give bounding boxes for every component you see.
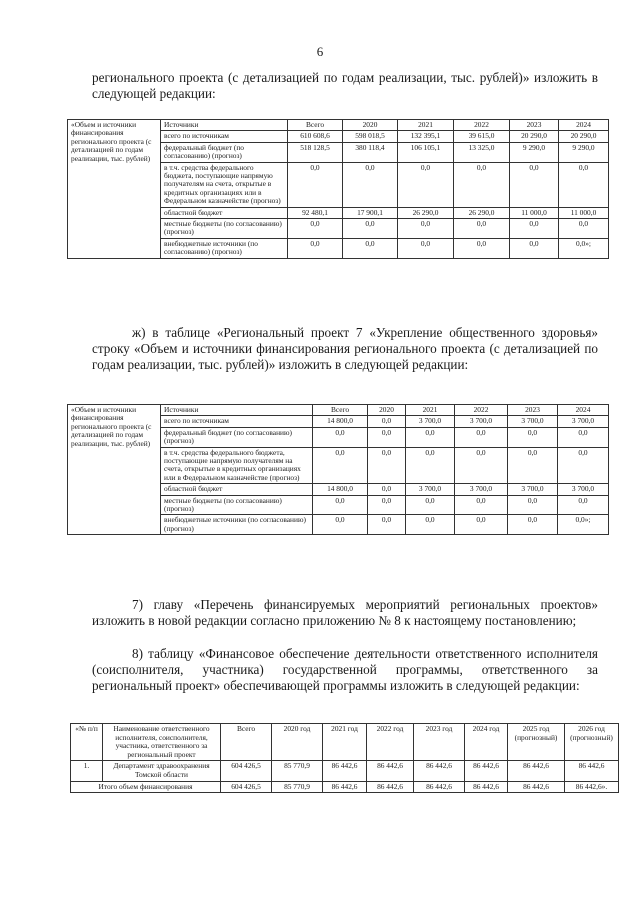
value-cell: 0,0 [343, 219, 398, 239]
value-cell: 0,0 [508, 495, 558, 515]
source-cell: всего по источникам [161, 131, 288, 142]
table-row [71, 724, 619, 761]
value-cell: 86 442,6 [414, 761, 465, 781]
source-cell: в т.ч. средства федерального бюджета, поступающие напрямую получателям на счета, открытые в кредитных организациях или в Федеральном казначействе (прогноз) [161, 447, 313, 484]
value-cell: 0,0 [343, 162, 398, 207]
source-cell: внебюджетные источники (по согласованию) (прогноз) [161, 515, 313, 535]
value-cell: 0,0 [368, 427, 406, 447]
value-cell: 518 128,5 [288, 142, 343, 162]
value-cell: 3 700,0 [406, 416, 455, 427]
value-cell: 0,0 [368, 515, 406, 535]
column-header: Всего [313, 405, 368, 416]
value-cell: 0,0 [368, 484, 406, 495]
column-header: 2023 [508, 405, 558, 416]
executor-financing-table [70, 723, 619, 793]
value-cell: 0,0 [558, 427, 609, 447]
value-cell: 132 395,1 [398, 131, 454, 142]
value-cell: 0,0 [558, 447, 609, 484]
value-cell: 0,0 [406, 495, 455, 515]
intro-paragraph: регионального проекта (с детализацией по годам реализации, тыс. рублей)» изложить в следующей редакции: [92, 70, 598, 101]
value-cell: 0,0 [288, 219, 343, 239]
value-cell: 14 800,0 [313, 484, 368, 495]
source-cell: местные бюджеты (по согласованию) (прогноз) [161, 219, 288, 239]
table-row [68, 120, 609, 131]
value-cell: 604 426,5 [221, 781, 272, 793]
value-cell: 0,0 [288, 162, 343, 207]
value-cell: 3 700,0 [558, 416, 609, 427]
column-header: 2020 год [272, 724, 323, 761]
value-cell: 86 442,6 [367, 781, 414, 793]
row-title: «Объем и источники финансирования регионального проекта (с детализацией по годам реализации, тыс. рублей) [68, 120, 161, 259]
financing-table-2 [67, 404, 609, 535]
value-cell: 380 118,4 [343, 142, 398, 162]
value-cell: 0,0 [510, 238, 559, 258]
value-cell: 106 105,1 [398, 142, 454, 162]
value-cell: 0,0 [454, 219, 510, 239]
value-cell: 13 325,0 [454, 142, 510, 162]
value-cell: 0,0 [406, 447, 455, 484]
column-header: «№ п/п [71, 724, 103, 761]
value-cell: 0,0 [508, 447, 558, 484]
value-cell: 598 018,5 [343, 131, 398, 142]
value-cell: 0,0 [508, 515, 558, 535]
page-number: 6 [316, 44, 324, 59]
column-header: Всего [288, 120, 343, 131]
source-cell: всего по источникам [161, 416, 313, 427]
column-header: 2024 [559, 120, 609, 131]
value-cell: 14 800,0 [313, 416, 368, 427]
row-number: 1. [71, 761, 103, 781]
value-cell: 86 442,6 [367, 761, 414, 781]
value-cell: 0,0 [508, 427, 558, 447]
value-cell: 0,0 [288, 238, 343, 258]
value-cell: 3 700,0 [455, 484, 508, 495]
value-cell: 0,0 [455, 515, 508, 535]
column-header: 2022 [455, 405, 508, 416]
column-header: Наименование ответственного исполнителя, соисполнителя, участника, ответственного за региональный проект [103, 724, 221, 761]
value-cell: 11 000,0 [510, 207, 559, 218]
value-cell: 86 442,6 [465, 781, 508, 793]
financing-table-1 [67, 119, 609, 259]
value-cell: 0,0 [343, 238, 398, 258]
value-cell: 26 290,0 [454, 207, 510, 218]
value-cell: 604 426,5 [221, 761, 272, 781]
column-header: 2021 год [323, 724, 367, 761]
column-header: 2026 год (прогнозный) [565, 724, 619, 761]
value-cell: 0,0 [454, 238, 510, 258]
column-header: Источники [161, 405, 313, 416]
source-cell: местные бюджеты (по согласованию) (прогноз) [161, 495, 313, 515]
value-cell: 0,0 [398, 162, 454, 207]
column-header: 2020 [368, 405, 406, 416]
column-header: Источники [161, 120, 288, 131]
value-cell: 3 700,0 [455, 416, 508, 427]
source-cell: внебюджетные источники (по согласованию) (прогноз) [161, 238, 288, 258]
paragraph-8: 8) таблицу «Финансовое обеспечение деятельности ответственного исполнителя (соисполнителя, участника) государственной программы, ответственного за региональный проект» обеспечивающей программы изложить в следующей редакции: [92, 646, 598, 693]
column-header: 2021 [406, 405, 455, 416]
value-cell: 11 000,0 [559, 207, 609, 218]
value-cell: 86 442,6 [465, 761, 508, 781]
value-cell: 20 290,0 [510, 131, 559, 142]
value-cell: 3 700,0 [558, 484, 609, 495]
value-cell: 86 442,6 [323, 761, 367, 781]
value-cell: 0,0 [455, 447, 508, 484]
value-cell: 86 442,6 [508, 761, 565, 781]
source-cell: федеральный бюджет (по согласованию) (прогноз) [161, 142, 288, 162]
row-title: «Объем и источники финансирования регионального проекта (с детализацией по годам реализации, тыс. рублей) [68, 405, 161, 535]
value-cell: 85 770,9 [272, 761, 323, 781]
value-cell: 86 442,6 [323, 781, 367, 793]
value-cell: 3 700,0 [508, 484, 558, 495]
value-cell: 0,0»; [559, 238, 609, 258]
value-cell: 9 290,0 [559, 142, 609, 162]
value-cell: 0,0 [510, 219, 559, 239]
value-cell: 0,0 [398, 238, 454, 258]
value-cell: 17 900,1 [343, 207, 398, 218]
column-header: 2020 [343, 120, 398, 131]
table-row [71, 781, 619, 793]
value-cell: 0,0 [510, 162, 559, 207]
column-header: 2025 год (прогнозный) [508, 724, 565, 761]
value-cell: 610 608,6 [288, 131, 343, 142]
value-cell: 0,0 [406, 515, 455, 535]
executor-name: Департамент здравоохранения Томской области [103, 761, 221, 781]
value-cell: 0,0 [454, 162, 510, 207]
column-header: 2023 год [414, 724, 465, 761]
value-cell: 0,0 [368, 495, 406, 515]
value-cell: 0,0 [455, 495, 508, 515]
source-cell: в т.ч. средства федерального бюджета, поступающие напрямую получателям на счета, открытые в кредитных организациях или в Федеральном казначействе (прогноз) [161, 162, 288, 207]
value-cell: 0,0 [313, 495, 368, 515]
value-cell: 0,0 [559, 219, 609, 239]
column-header: 2022 [454, 120, 510, 131]
value-cell: 26 290,0 [398, 207, 454, 218]
value-cell: 0,0 [313, 515, 368, 535]
value-cell: 0,0»; [558, 515, 609, 535]
table-row [68, 405, 609, 416]
column-header: Всего [221, 724, 272, 761]
value-cell: 0,0 [558, 495, 609, 515]
value-cell: 0,0 [455, 427, 508, 447]
value-cell: 86 442,6». [565, 781, 619, 793]
value-cell: 0,0 [313, 427, 368, 447]
value-cell: 0,0 [313, 447, 368, 484]
value-cell: 0,0 [368, 447, 406, 484]
value-cell: 39 615,0 [454, 131, 510, 142]
value-cell: 0,0 [559, 162, 609, 207]
paragraph-zh: ж) в таблице «Региональный проект 7 «Укрепление общественного здоровья» строку «Объем и источники финансирования регионального проекта (с детализацией по годам реализации, тыс. рублей)» изложить в следующей редакции: [92, 325, 598, 372]
source-cell: федеральный бюджет (по согласованию) (прогноз) [161, 427, 313, 447]
value-cell: 20 290,0 [559, 131, 609, 142]
value-cell: 92 480,1 [288, 207, 343, 218]
paragraph-7: 7) главу «Перечень финансируемых мероприятий региональных проектов» изложить в новой редакции согласно приложению № 8 к настоящему постановлению; [92, 597, 598, 628]
column-header: 2021 [398, 120, 454, 131]
value-cell: 86 442,6 [414, 781, 465, 793]
source-cell: областной бюджет [161, 207, 288, 218]
column-header: 2024 [558, 405, 609, 416]
value-cell: 85 770,9 [272, 781, 323, 793]
source-cell: областной бюджет [161, 484, 313, 495]
value-cell: 3 700,0 [406, 484, 455, 495]
value-cell: 3 700,0 [508, 416, 558, 427]
value-cell: 0,0 [398, 219, 454, 239]
total-label: Итого объем финансирования [71, 781, 221, 793]
column-header: 2023 [510, 120, 559, 131]
value-cell: 9 290,0 [510, 142, 559, 162]
value-cell: 86 442,6 [565, 761, 619, 781]
column-header: 2024 год [465, 724, 508, 761]
value-cell: 86 442,6 [508, 781, 565, 793]
column-header: 2022 год [367, 724, 414, 761]
value-cell: 0,0 [406, 427, 455, 447]
table-row [71, 761, 619, 781]
value-cell: 0,0 [368, 416, 406, 427]
